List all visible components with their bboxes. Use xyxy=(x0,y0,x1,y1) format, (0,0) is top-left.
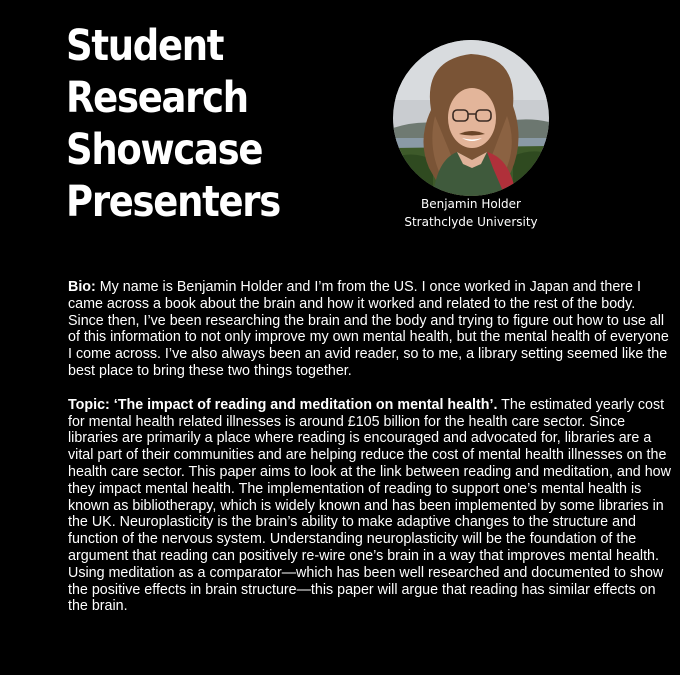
presenter-portrait-image xyxy=(393,40,549,196)
presenter-details xyxy=(68,279,674,615)
bio-paragraph xyxy=(68,279,674,380)
presenter-name: Benjamin Holder xyxy=(421,197,521,211)
topic-text: The estimated yearly cost for mental health related illnesses is around £105 billion for the health care sector. Since libraries are primarily a place where reading is encouraged and advocated for, libraries are a vital part of their communities and are helping reduce the cost of mental health illnesses on the health care sector. This paper aims to look at the link between reading and meditation, and how they impact mental health. The implementation of reading to support one’s mental health is known as bibliotherapy, which is widely known and has been implemented by some libraries in the UK. Neuroplasticity is the brain’s ability to make adaptive changes to the structure and function of the nervous system. Understanding neuroplasticity will be the foundation of the argument that reading can positively re-wire one’s brain in a way that improves mental health. Using meditation as a comparator—which has been well researched and documented to show the positive effects in brain structure—this paper will argue that reading has similar effects on the brain. xyxy=(68,396,671,615)
title-line: Showcase xyxy=(66,125,263,175)
topic-label: Topic: ‘The impact of reading and meditation on mental health’. xyxy=(68,396,498,413)
presenter-caption xyxy=(380,195,562,231)
bio-text: My name is Benjamin Holder and I’m from the US. I once worked in Japan and there I came across a book about the brain and how it worked and related to the rest of the body. Since then, I’ve been researching the brain and the body and trying to figure out how to use all of this information to not only improve my own mental health, but the mental health of everyone I come across. I’ve also always been an avid reader, so to me, a library setting seemed like the best place to bring these two things together. xyxy=(68,279,669,379)
title-line: Presenters xyxy=(66,177,280,227)
topic-paragraph xyxy=(68,397,674,615)
title-line: Student xyxy=(66,21,224,71)
page-title xyxy=(66,20,280,228)
presenter-affiliation: Strathclyde University xyxy=(404,215,538,229)
presenter-photo xyxy=(393,40,549,196)
bio-label: Bio: xyxy=(68,279,96,295)
title-line: Research xyxy=(66,73,248,123)
